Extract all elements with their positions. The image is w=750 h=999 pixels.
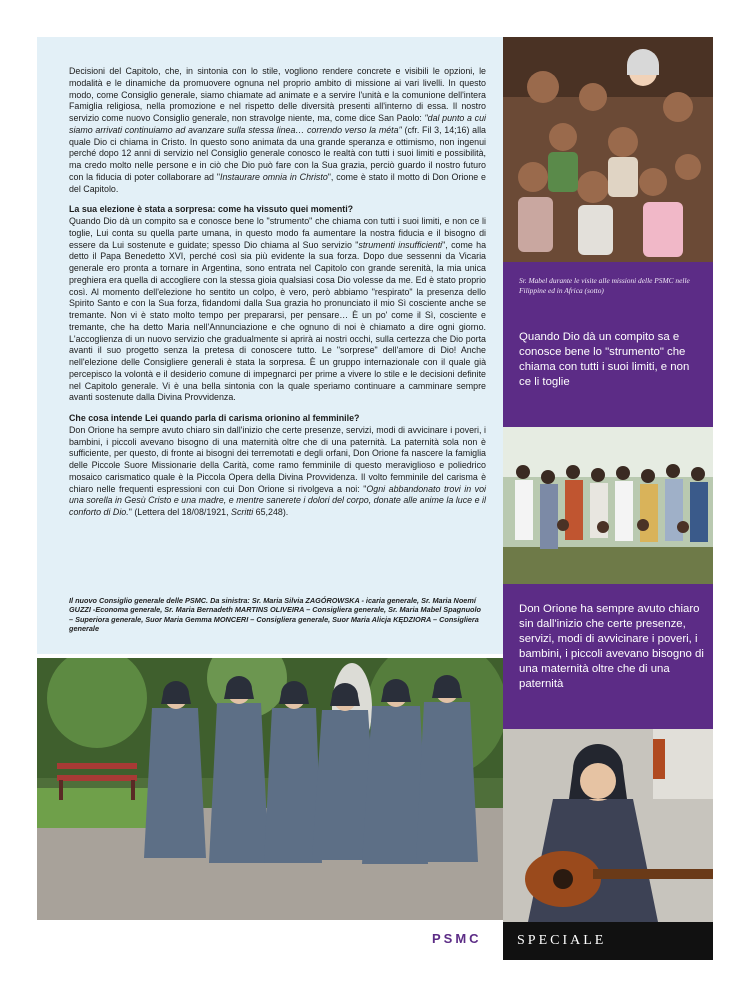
paragraph-1 [69,66,486,195]
africa-photo [503,427,713,584]
guitar-photo [503,729,713,922]
group-photo-illustration [37,658,503,920]
group-photo [37,658,503,920]
footer-brand: PSMC [432,931,482,946]
group-photo-caption: Il nuovo Consiglio generale delle PSMC. Da sinistra: Sr. Maria Silvia ZAGÓROWSKA - icaria generale, Sr. Maria Noemí GUZZI -Economa generale, Sr. Maria Bernadeth MARTINS OLIVEIRA – Consigliera generale, Sr. Maria Mabel Spagnuolo – Superiora generale, Suor Maria Gemma MONCERI – Consigliera generale, Suor Maria Alicja KĘDZIORA – Consigliera generale [69,596,481,634]
motto-text: Instaurare omnia in Christo [220,171,328,182]
children-photo-illustration [503,37,713,262]
paragraph-text: (cfr. Fil 3, 14;16) alla quale Dio ci chiama in Cristo. In questo sono animata da una grande speranza e ottimismo, non ingenui perché dopo 12 anni di servizio nel Consiglio generale conosco le realtà con tutti i suoi limiti e possibilità, ma credo molto nelle persone e in ciò che Dio può fare con la Sua grazia, perciò guardo il nostro futuro con la fiducia di poter collaborare ad " [69,124,486,182]
africa-photo-illustration [503,427,713,584]
paragraph-text: 65,248). [253,507,289,517]
footer-section-label: SPECIALE [517,933,607,948]
paragraph-2 [69,216,486,404]
paragraph-text: ", come ha detto il Papa Benedetto XVI, perché così sia più evidente la sua forza. Dopo due sessenni da Vicaria generale ero pronta a tornare in Argentina, sono entrata nel Capitolo con grande serenità, la mia unica preghiera era quella di accogliere con la stessa gioia qualsiasi cosa Dio volesse da me. Ed è stato proprio così. Al momento dell'elezione ho sentito un colpo, è vero, però abbiamo "respirato" la presenza dello Spirito Santo e con la Sua forza, fidandomi dalla Sua grazia ho pronunciato il mio Sì cosciente anche se tremante. Non vi è stato molto tempo per prepararsi, per pensare… È un po' come il Sì, cosciente e tremante, che ha detto Maria nell'Annunciazione e che ognuno di noi è chiamato a dire ogni giorno. L'accoglienza di un nuovo servizio che gradualmente si aprirà ai nostri occhi, sulla certezza che Dio porta avanti il suo progetto senza la pretesa di conoscere tutto. Le "sorprese" dell'amore di Dio! Anche nell'elezione delle Consigliere generali è stata la sorpresa. È un gruppo internazionale con il quale già percepisco la volontà e il desiderio comune di impegnarci per prime a vivere lo stile e le decisioni definite nel Capitolo generale. Vi è una bella sintonia con la quale speriamo continuare a camminare sempre avanti sostenute dalla Divina Provvidenza. [69,239,487,403]
sidebar-purple-1 [503,262,713,427]
children-photo [503,37,713,262]
paragraph-text: Quando Dio dà un compito sa e conosce bene lo "strumento" che chiama con tutti i suoi limiti, e non ce li toglie, Lui conta su quella parte umana, in questo modo fa aumentare la nostra fiducia e il bisogno di essere da Lui sostenute e guidate; spesso Dio chiama al Suo servizio " [69,216,486,250]
source-title: Scritti [231,507,254,517]
footer-section [503,922,713,960]
question-3: Che cosa intende Lei quando parla di carisma orionino al femminile? [69,413,360,423]
paragraph-text: ", come è stato il motto di Don Orione e del Capitolo. [69,171,486,194]
paragraph-3 [69,425,486,519]
paragraph-text: " (Lettera del 18/08/1921, [128,507,232,517]
guitar-photo-illustration [503,729,713,922]
pull-quote-1: Quando Dio dà un compito sa e conosce bene lo "strumento" che chiama con tutti i suoi limiti, e non ce li toglie [519,331,690,389]
sidebar-purple-2 [503,584,713,729]
paragraph-quote: Ogni abbandonato trovi in voi una sorella in Gesù Cristo e una madre, e mentre sanerete i dolori del corpo, donate alle anime la luce e il conforto di Dio. [69,483,487,517]
paragraph-quote: "dal punto a cui siamo arrivati continuiamo ad avanzare sulla stessa linea… correndo verso la méta" [69,113,486,135]
paragraph-quote: strumenti insufficienti [358,239,443,250]
article-body [69,66,486,519]
pull-quote-2: Don Orione ha sempre avuto chiaro sin dall'inizio che certe presenze, servizi, modi di avvicinare i poveri, i bambini, i piccoli avevano bisogno di una maternità oltre che di una paternità [519,603,704,691]
paragraph-text: Decisioni del Capitolo, che, in sintonia con lo stile, vogliono rendere concrete e visibili le opzioni, le modalità e le dinamiche da promuovere ognuna nel proprio ambito di missione ai vari livelli. In questo modo, come Consiglio generale, siamo chiamate ad animate e a servire l'unità e la comunione dell'intera Famiglia religiosa, nella promozione e nel rispetto delle diversità presenti all'interno di essa. Il nostro servizio come nuovo Consiglio generale, non stravolge niente, ma, come dice San Paolo: [69,66,486,123]
paragraph-text: Don Orione ha sempre avuto chiaro sin dall'inizio che certe presenze, servizi, modi di avvicinare i poveri, i bambini, i piccoli avevano bisogno di una maternità oltre che di una paternità. La paternità sola non è sufficiente, per questo, di fronte ai bisogni dei terremotati e degli orfani, Don Orione fa nascere la famiglia delle Piccole Suore Missionarie della Carità, come ramo femminile di questo meraviglioso e poliedrico mosaico carismatico quale è la Piccola Opera della Divina Provvidenza. Il volto femminile del carisma è chiaro nelle frequenti espressioni con cui Don Orione si rivolgeva a noi: " [69,424,486,494]
question-2: La sua elezione è stata a sorpresa: come ha vissuto quei momenti? [69,204,354,215]
sidebar-photo-caption: Sr. Mabel durante le visite alle missioni delle PSMC nelle Filippine ed in Africa (sotto) [519,276,690,295]
